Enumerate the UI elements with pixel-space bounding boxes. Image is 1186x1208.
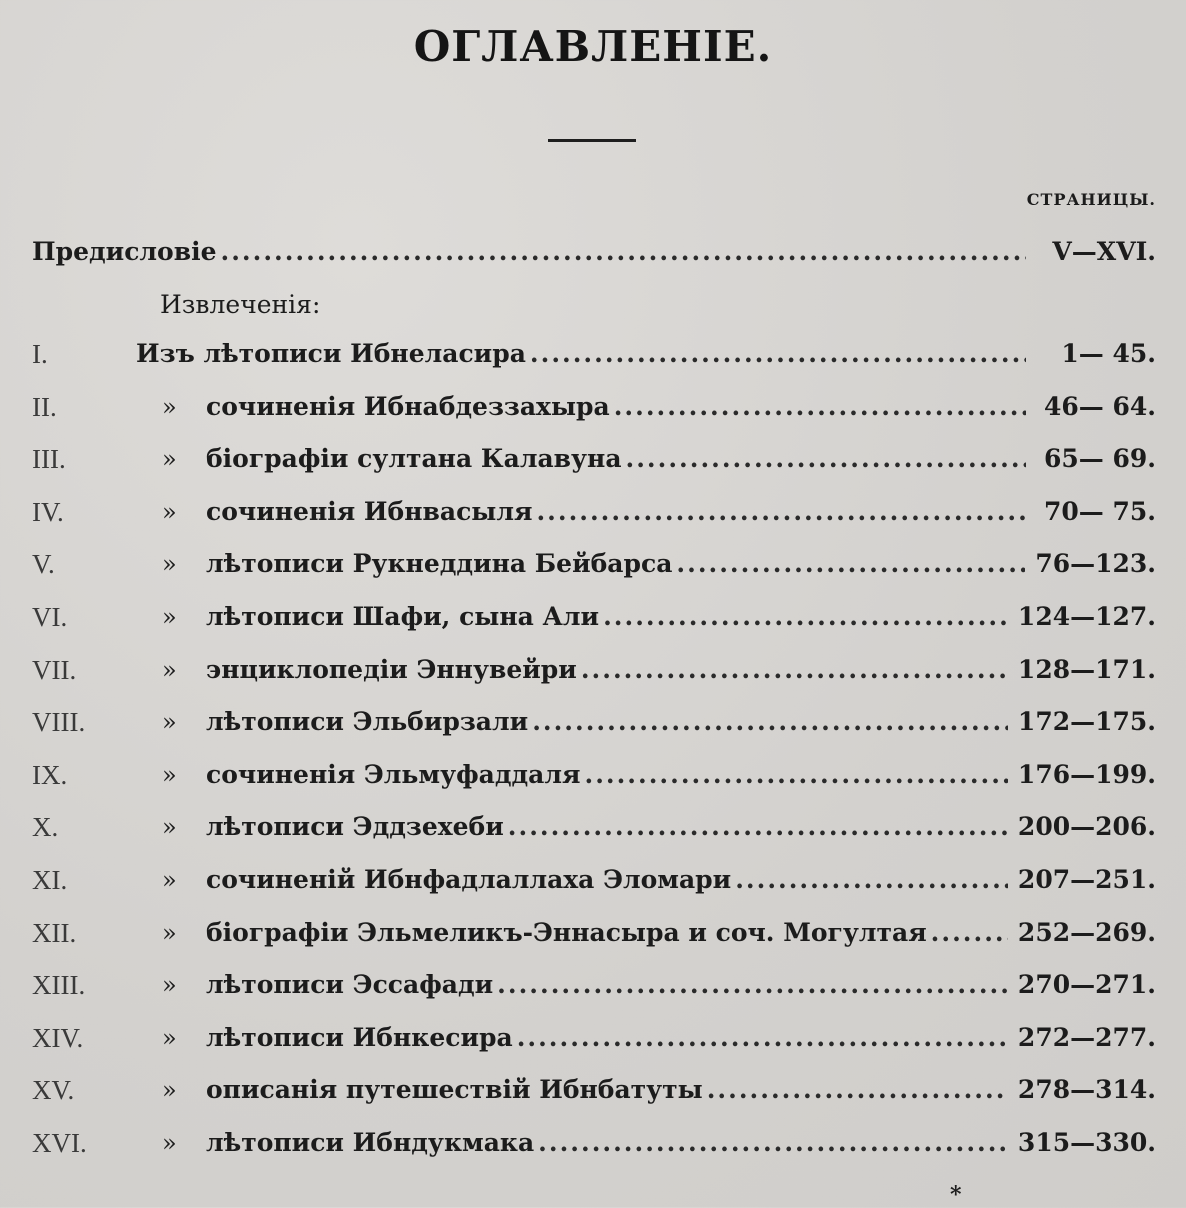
toc-entry [206,597,1156,637]
toc-number: XII. [32,917,77,948]
toc-row [0,544,1186,584]
toc-number: IX. [32,759,68,790]
toc-page-range: 278—314. [1017,1075,1156,1105]
preface-row [0,232,1186,272]
leader-dots [508,807,1008,847]
toc-page-range: 124—127. [1017,602,1156,631]
toc-number: XV. [32,1075,75,1106]
ditto-mark: » [162,655,177,684]
leader-dots [532,702,1008,742]
toc-row [0,913,1186,953]
toc-entry-title: лѣтописи Эссафади [206,970,494,1000]
page-title: ОГЛАВЛЕНІЕ. [413,22,773,71]
leader-dots [530,334,1026,374]
leader-dots [931,913,1008,953]
ditto-mark: » [162,708,177,737]
toc-row [0,597,1186,637]
toc-entry-title: лѣтописи Шафи, сына Али [206,602,600,631]
pages-column-header: СТРАНИЦЫ. [1026,190,1156,209]
leader-dots [497,965,1008,1005]
toc-row [0,650,1186,690]
toc-entry [206,1018,1156,1058]
toc-page-range: 70— 75. [1044,496,1156,526]
toc-page-range: 46— 64. [1044,391,1156,421]
ditto-mark: » [162,392,177,421]
toc-number: I. [32,339,48,369]
toc-entry-title: энциклопедіи Эннувейри [206,654,577,684]
ditto-mark: » [162,550,177,579]
toc-row [0,334,1186,374]
toc-row [0,755,1186,795]
ditto-mark: » [162,1129,177,1157]
toc-page-range: 200—206. [1017,812,1156,842]
toc-entry-title: сочиненія Ибнабдеззахыра [206,391,610,421]
toc-entry [206,1070,1156,1110]
toc-row [0,1070,1186,1110]
preface-pages: V—XVI. [1052,237,1156,266]
leader-dots [614,387,1026,427]
toc-row [0,807,1186,847]
toc-entry-title: сочиненій Ибнфадлаллаха Эломари [206,865,732,894]
ditto-mark: » [162,497,177,526]
toc-entry-title: лѣтописи Эльбирзали [206,707,529,737]
toc-page-range: 270—271. [1017,970,1156,1000]
toc-entry [206,860,1156,900]
toc-entry-title: лѣтописи Ибнкесира [206,1022,513,1052]
leader-dots [538,1123,1008,1163]
toc-entry [206,807,1156,847]
toc-page-range: 76—123. [1035,549,1156,579]
ditto-mark: » [162,445,177,474]
ditto-mark: » [162,760,177,789]
toc-entry-title: описанія путешествій Ибнбатуты [206,1075,703,1105]
toc-page-range: 65— 69. [1044,444,1156,474]
toc-row [0,860,1186,900]
toc-row [0,965,1186,1005]
toc-page-range: 315—330. [1017,1128,1156,1157]
extracts-heading: Извлеченія: [160,290,321,319]
leader-dots [603,597,1008,637]
toc-entry [206,965,1156,1005]
leader-dots [676,544,1025,584]
footnote-mark: * [950,1182,962,1208]
toc-row [0,439,1186,479]
leader-dots [536,492,1026,532]
ditto-mark: » [162,1023,177,1052]
toc-entry [206,439,1156,479]
toc-page-range: 1— 45. [1061,339,1156,368]
toc-entry [206,387,1156,427]
toc-entry [206,1123,1156,1163]
toc-entry-title: сочиненія Эльмуфаддаля [206,759,581,789]
toc-row [0,492,1186,532]
toc-number: XVI. [32,1128,87,1158]
toc-number: III. [32,444,66,475]
toc-entry-title: лѣтописи Рукнеддина Бейбарса [206,549,673,579]
toc-number: II. [32,391,57,422]
toc-entry-title: сочиненія Ибнвасыля [206,496,533,526]
toc-number: IV. [32,496,64,527]
toc-entry-title: Изъ лѣтописи Ибнеласира [136,339,526,368]
leader-dots [626,439,1026,479]
leader-dots [221,232,1027,272]
toc-row [0,1018,1186,1058]
toc-page-range: 176—199. [1017,759,1156,789]
extracts-heading-row [0,285,1186,325]
toc-entry [206,492,1156,532]
ditto-mark: » [162,918,177,947]
toc-number: VII. [32,654,77,685]
toc-entry [206,544,1156,584]
preface-entry [32,232,1156,272]
toc-number: X. [32,812,59,843]
ditto-mark: » [162,971,177,1000]
toc-number: XIII. [32,970,86,1001]
ditto-mark: » [162,603,177,631]
toc-page-range: 252—269. [1017,917,1156,947]
toc-row [0,702,1186,742]
toc-entry [206,650,1156,690]
toc-number: XI. [32,865,68,895]
toc-page-range: 207—251. [1017,865,1156,894]
toc-row [0,1123,1186,1163]
toc-number: V. [32,549,55,580]
toc-page-range: 128—171. [1017,654,1156,684]
leader-dots [584,755,1007,795]
title-rule [548,139,636,142]
leader-dots [581,650,1008,690]
toc-number: XIV. [32,1022,84,1053]
toc-entry [136,334,1156,374]
toc-number: VI. [32,602,68,632]
leader-dots [735,860,1008,900]
ditto-mark: » [162,1076,177,1105]
toc-page-range: 272—277. [1017,1022,1156,1052]
ditto-mark: » [162,813,177,842]
toc-entry-title: лѣтописи Эддзехеби [206,812,504,842]
ditto-mark: » [162,866,177,894]
leader-dots [517,1018,1008,1058]
toc-entry-title: лѣтописи Ибндукмака [206,1128,535,1157]
toc-page-range: 172—175. [1017,707,1156,737]
toc-entry [206,702,1156,742]
toc-entry [206,755,1156,795]
toc-entry-title: біографіи султана Калавуна [206,444,622,474]
leader-dots [707,1070,1008,1110]
toc-entry-title: біографіи Эльмеликъ-Эннасыра и соч. Могултая [206,917,927,947]
preface-label: Предисловіе [32,237,217,266]
toc-entry [206,913,1156,953]
toc-row [0,387,1186,427]
toc-number: VIII. [32,707,86,738]
